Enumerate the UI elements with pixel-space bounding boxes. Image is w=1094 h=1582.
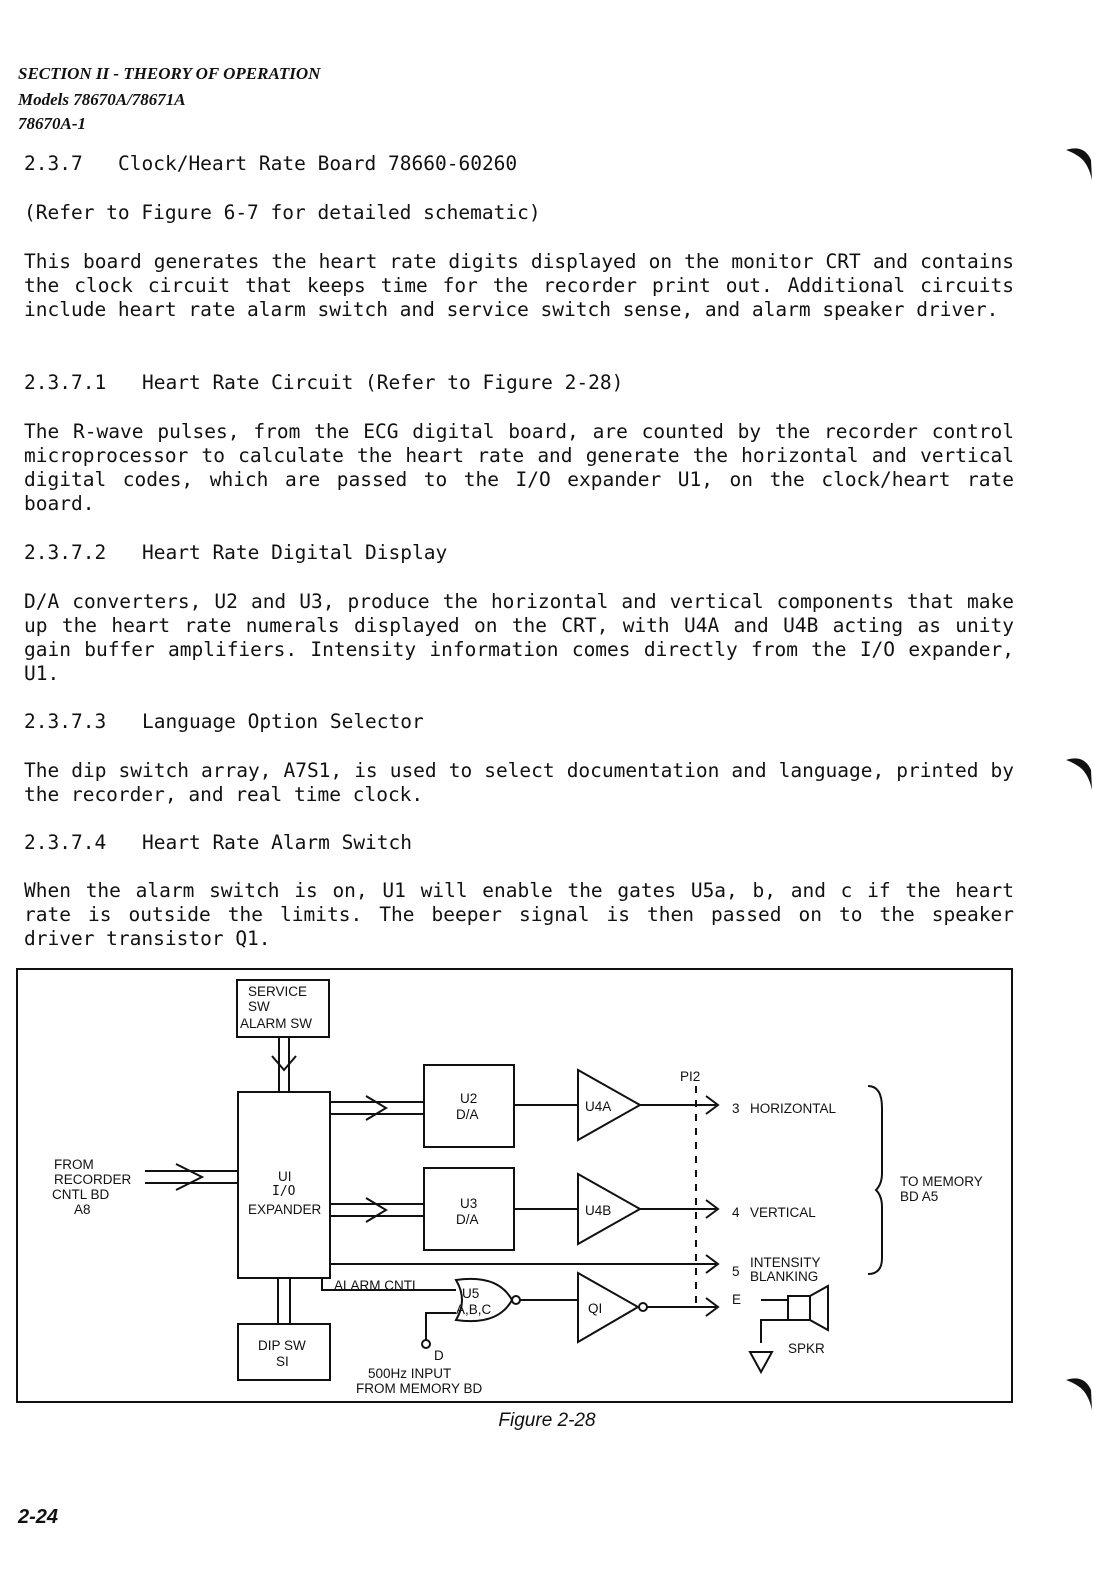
block-diagram xyxy=(16,968,1014,1404)
horizontal-pin: 3 xyxy=(732,1101,740,1116)
subsection-title: Heart Rate Digital Display xyxy=(142,541,448,564)
q1-amp xyxy=(578,1273,638,1342)
u1-expander-label: EXPANDER xyxy=(248,1202,322,1217)
u2-label: U2 xyxy=(460,1091,478,1106)
input-500hz-label-1: 500Hz INPUT xyxy=(368,1366,452,1381)
page-number: 2-24 xyxy=(18,1506,59,1528)
subsection-title: Heart Rate Circuit (Refer to Figure 2-28) xyxy=(142,371,624,394)
to-memory-brace xyxy=(868,1086,882,1274)
service-sw-label-1: SERVICE xyxy=(248,984,308,999)
subsection-heading-2 xyxy=(24,541,1014,565)
blanking-label: BLANKING xyxy=(750,1269,819,1284)
subsection-title: Language Option Selector xyxy=(142,710,424,733)
q1-label: QI xyxy=(588,1301,603,1316)
e-label: E xyxy=(732,1292,742,1307)
edge-mark-top xyxy=(1064,142,1094,182)
u1-label: UI xyxy=(278,1169,292,1184)
subsection-number: 2.3.7.1 xyxy=(24,371,107,394)
u2-da-label: D/A xyxy=(456,1107,479,1122)
u4b-label: U4B xyxy=(585,1203,612,1218)
u4a-label: U4A xyxy=(585,1099,612,1114)
section-header: SECTION II - THEORY OF OPERATION xyxy=(18,64,321,83)
u2-box xyxy=(424,1065,514,1147)
subsection-heading-1 xyxy=(24,371,1014,395)
to-memory-label-1: TO MEMORY xyxy=(900,1174,983,1189)
subsection-body-4: When the alarm switch is on, U1 will enable the gates U5a, b, and c if the heart rate is outside the limits. The beeper signal is then passed on to the speaker driver transistor Q1. xyxy=(24,879,1014,950)
subsection-body-2: D/A converters, U2 and U3, produce the horizontal and vertical components that make up the heart rate numerals displayed on the CRT, with U4A and U4B acting as unity gain buffer amplifiers. Intensity information comes directly from the I/O expander, U1. xyxy=(24,590,1014,685)
edge-mark-bottom xyxy=(1064,1372,1094,1412)
subsection-heading-3 xyxy=(24,710,1014,734)
doc-id-header: 78670A-1 xyxy=(18,114,86,133)
from-recorder-label-3: CNTL BD xyxy=(52,1187,110,1202)
u3-da-label: D/A xyxy=(456,1212,479,1227)
section-title: Clock/Heart Rate Board 78660-60260 xyxy=(118,152,518,175)
edge-mark-middle xyxy=(1064,752,1094,792)
to-memory-label-2: BD A5 xyxy=(900,1189,939,1204)
models-header: Models 78670A/78671A xyxy=(18,90,186,109)
from-recorder-label-4: A8 xyxy=(74,1202,91,1217)
speaker-label: SPKR xyxy=(788,1341,825,1356)
dip-sw-label: DIP SW xyxy=(258,1338,306,1353)
refer-note: (Refer to Figure 6-7 for detailed schematic) xyxy=(24,201,541,224)
service-sw-label-3: ALARM SW xyxy=(240,1016,313,1031)
section-heading xyxy=(24,152,1014,176)
vertical-label: VERTICAL xyxy=(750,1205,816,1220)
subsection-body-1: The R-wave pulses, from the ECG digital board, are counted by the recorder control microprocessor to calculate the heart rate and generate the horizontal and vertical digital codes, which are passed to the I/O expander U1, on the clock/heart rate board. xyxy=(24,420,1014,515)
u5-abc-label: A,B,C xyxy=(456,1302,492,1317)
alarm-cntl-label: ALARM CNTL xyxy=(334,1278,420,1293)
subsection-number: 2.3.7.4 xyxy=(24,831,107,854)
from-recorder-label-2: RECORDER xyxy=(54,1172,132,1187)
figure-caption: Figure 2-28 xyxy=(498,1410,596,1431)
pi2-label: PI2 xyxy=(680,1069,701,1084)
section-number: 2.3.7 xyxy=(24,152,83,175)
u3-label: U3 xyxy=(460,1196,478,1211)
ground-symbol xyxy=(750,1352,772,1372)
d-input-label: D xyxy=(434,1348,444,1363)
u5-label: U5 xyxy=(462,1286,480,1301)
service-sw-label-2: SW xyxy=(248,999,270,1014)
u1-io-label: I/O xyxy=(272,1184,296,1199)
subsection-heading-4 xyxy=(24,831,1014,855)
vertical-pin: 4 xyxy=(732,1205,740,1220)
subsection-number: 2.3.7.3 xyxy=(24,710,107,733)
horizontal-label: HORIZONTAL xyxy=(750,1101,837,1116)
intro-paragraph: This board generates the heart rate digits displayed on the monitor CRT and contains the clock circuit that keeps time for the recorder print out. Additional circuits include heart rate alarm switch and service switch sense, and alarm speaker driver. xyxy=(24,250,1014,321)
subsection-title: Heart Rate Alarm Switch xyxy=(142,831,413,854)
subsection-body-3: The dip switch array, A7S1, is used to select documentation and language, printed by the recorder, and real time clock. xyxy=(24,759,1014,806)
subsection-number: 2.3.7.2 xyxy=(24,541,107,564)
intensity-pin: 5 xyxy=(732,1264,740,1279)
intensity-label: INTENSITY xyxy=(750,1255,821,1270)
from-recorder-label-1: FROM xyxy=(54,1157,94,1172)
input-500hz-label-2: FROM MEMORY BD xyxy=(356,1381,483,1396)
dip-sw-s1-label: SI xyxy=(276,1354,289,1369)
